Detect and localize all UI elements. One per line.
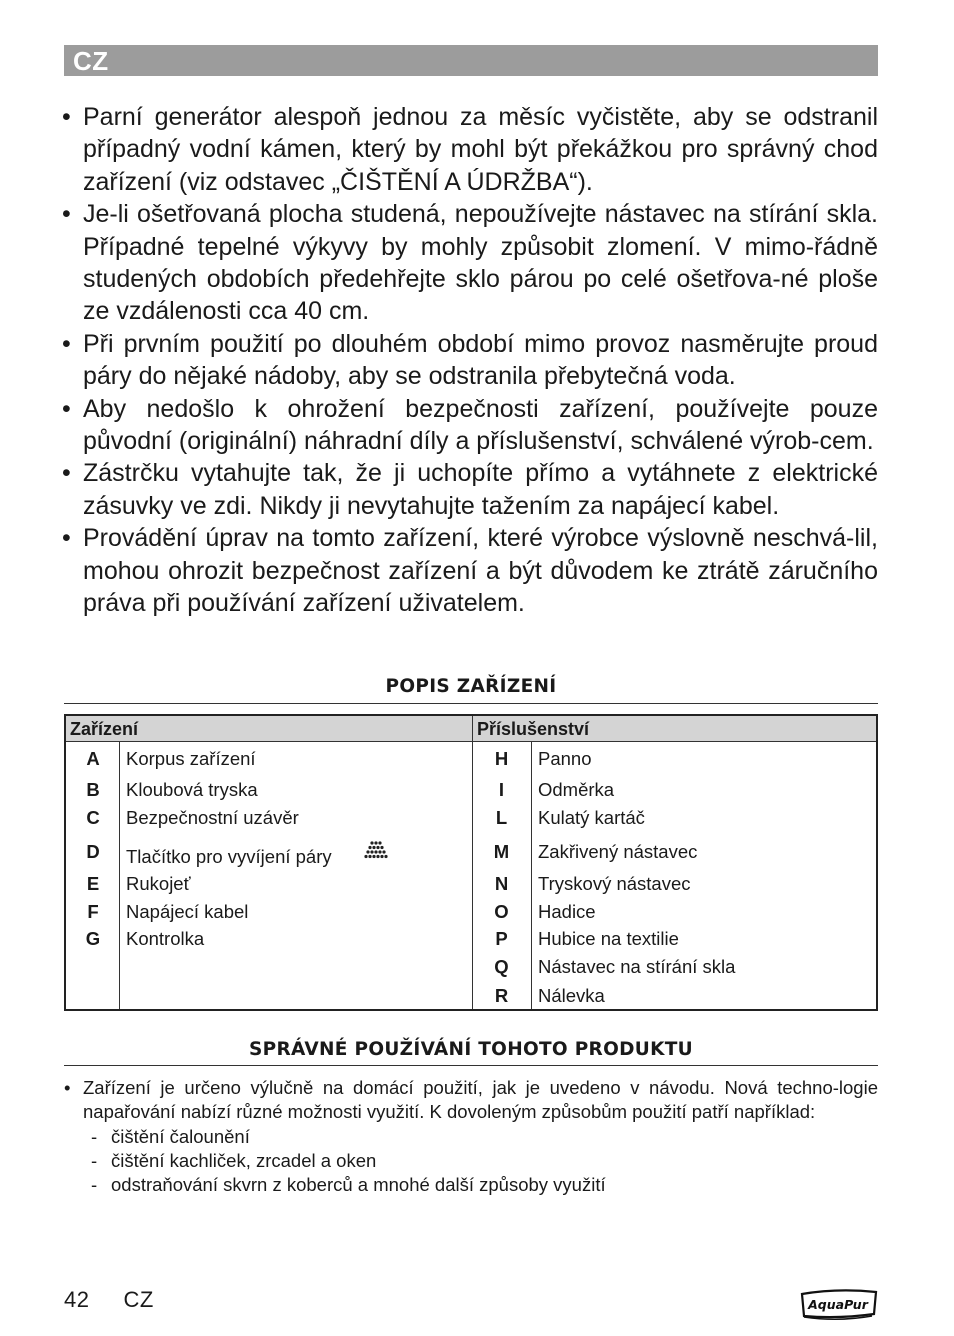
accessories-column-header: Příslušenství [472, 716, 876, 742]
part-name: Nástavec na stírání skla [538, 956, 736, 977]
part-name: Bezpečnostní uzávěr [126, 807, 299, 828]
part-name: Tryskový nástavec [538, 873, 691, 894]
part-name: Kontrolka [126, 928, 205, 949]
part-letter: R [494, 985, 509, 1006]
part-letter: G [85, 928, 101, 949]
part-name: Panno [538, 748, 592, 769]
part-letter: A [86, 748, 100, 769]
safety-notes-list [64, 101, 878, 620]
part-letter: D [86, 841, 100, 862]
part-name: Nálevka [538, 985, 605, 1006]
part-name: Rukojeť [126, 873, 191, 894]
page-number: 42 [64, 1287, 90, 1312]
parts-table [64, 714, 878, 1011]
part-name: Hadice [538, 901, 596, 922]
divider [64, 1065, 878, 1066]
device-column-header: Zařízení [66, 716, 472, 742]
language-header-bar [64, 45, 878, 76]
usage-example: - čištění čalounění [83, 1125, 878, 1149]
divider [64, 703, 878, 704]
usage-title: SPRÁVNÉ POUŽÍVÁNÍ TOHOTO PRODUKTU [249, 1039, 693, 1060]
part-name: Kulatý kartáč [538, 807, 645, 828]
safety-note: • Aby nedošlo k ohrožení bezpečnosti zařízení, používejte pouze původní (originální) náhradní díly a příslušenství, schválené výrob-cem. [64, 393, 878, 458]
part-letter: H [494, 748, 509, 769]
part-name: Odměrka [538, 779, 615, 800]
part-letter: C [86, 807, 100, 828]
usage-example: - odstraňování skvrn z koberců a mnohé další způsoby využití [83, 1173, 878, 1197]
part-letter: E [86, 873, 100, 894]
part-letter: Q [494, 956, 509, 977]
usage-list [64, 1076, 878, 1197]
part-name: Napájecí kabel [126, 901, 249, 922]
part-letter: M [493, 841, 510, 862]
page-footer [64, 1287, 154, 1313]
part-name: Tlačítko pro vyvíjení páry [126, 846, 332, 867]
part-name: Kloubová tryska [126, 779, 258, 800]
usage-paragraph [64, 1076, 878, 1197]
part-letter: B [86, 779, 100, 800]
usage-examples [83, 1125, 878, 1198]
part-letter: I [498, 779, 505, 800]
part-name: Zakřivený nástavec [538, 841, 698, 862]
steam-icon [362, 840, 390, 860]
usage-example: - čištění kachliček, zrcadel a oken [83, 1149, 878, 1173]
safety-note: • Provádění úprav na tomto zařízení, které výrobce výslovně neschvá-lil, mohou ohrozit bezpečnost zařízení a být důvodem ke ztrátě záručního práva při používání zařízení uživatelem. [64, 522, 878, 619]
safety-note: • Parní generátor alespoň jednou za měsíc vyčistěte, aby se odstranil případný vodní kámen, který by mohl být překážkou pro správný chod zařízení (viz odstavec „ČIŠTĚNÍ A ÚDRŽBA“). [64, 101, 878, 198]
usage-text: Zařízení je určeno výlučně na domácí použití, jak je uvedeno v návodu. Nová techno-logie napařování nabízí různé možnosti využití. K dovoleným způsobům použití patří například: [83, 1077, 878, 1123]
part-letter: L [495, 807, 508, 828]
logo-text: AquaPur [808, 1297, 868, 1312]
part-letter: N [494, 873, 509, 894]
language-code: CZ [73, 46, 109, 76]
divider [531, 742, 532, 1009]
part-name: Korpus zařízení [126, 748, 256, 769]
part-name: Hubice na textilie [538, 928, 679, 949]
aquapur-logo [798, 1288, 880, 1322]
part-letter: O [494, 901, 509, 922]
description-title: POPIS ZAŘÍZENÍ [385, 676, 557, 697]
safety-note: • Zástrčku vytahujte tak, že ji uchopíte přímo a vytáhnete z elektrické zásuvky ve zdi. Nikdy ji nevytahujte tažením za napájecí kabel. [64, 457, 878, 522]
part-letter: P [495, 928, 508, 949]
safety-note: • Při prvním použití po dlouhém období mimo provoz nasměrujte proud páry do nějaké nádoby, aby se odstranila přebytečná voda. [64, 328, 878, 393]
footer-language: CZ [123, 1287, 154, 1312]
safety-note: • Je-li ošetřovaná plocha studená, nepoužívejte nástavec na stírání skla. Případné tepelné výkyvy by mohly způsobit zlomení. V mimo-řádně studených obdobích předehřejte sklo párou po celé ošetřova-né ploše ze vzdálenosti cca 40 cm. [64, 198, 878, 328]
part-letter: F [87, 901, 99, 922]
